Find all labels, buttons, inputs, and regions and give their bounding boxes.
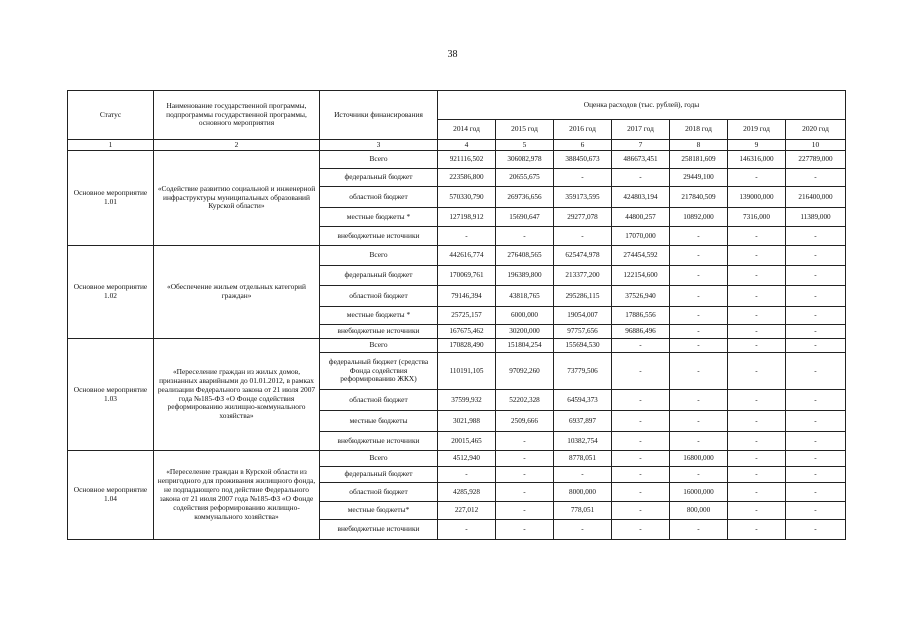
budget-table xyxy=(67,90,846,540)
status-cell: Основное мероприятие 1.03 xyxy=(68,339,154,451)
value-cell: - xyxy=(728,169,786,187)
status-cell: Основное мероприятие 1.04 xyxy=(68,451,154,540)
value-cell: - xyxy=(786,307,846,325)
value-cell: - xyxy=(786,286,846,307)
value-cell: 424803,194 xyxy=(612,187,670,208)
value-cell: 20655,675 xyxy=(496,169,554,187)
value-cell: 17070,000 xyxy=(612,227,670,246)
value-cell: - xyxy=(728,227,786,246)
value-cell: - xyxy=(786,467,846,483)
value-cell: 800,000 xyxy=(670,502,728,520)
value-cell: - xyxy=(496,227,554,246)
value-cell: 388450,673 xyxy=(554,151,612,169)
value-cell: - xyxy=(786,266,846,286)
value-cell: - xyxy=(786,520,846,540)
value-cell: 16000,000 xyxy=(670,483,728,502)
column-number: 7 xyxy=(612,140,670,151)
value-cell: - xyxy=(728,307,786,325)
value-cell: 4285,928 xyxy=(438,483,496,502)
value-cell: - xyxy=(728,325,786,339)
value-cell: 29449,100 xyxy=(670,169,728,187)
value-cell: - xyxy=(728,411,786,432)
header-row xyxy=(68,91,846,120)
value-cell: 167675,462 xyxy=(438,325,496,339)
column-number: 4 xyxy=(438,140,496,151)
value-cell: 37526,940 xyxy=(612,286,670,307)
value-cell: - xyxy=(786,227,846,246)
value-cell: 20015,465 xyxy=(438,432,496,451)
value-cell: 213377,200 xyxy=(554,266,612,286)
value-cell: 11389,000 xyxy=(786,208,846,227)
table-row xyxy=(68,451,846,467)
column-numbers-row xyxy=(68,140,846,151)
column-number: 8 xyxy=(670,140,728,151)
measure-name-cell: «Содействие развитию социальной и инженерной инфраструктуры муниципальных образований Курской области» xyxy=(154,151,320,246)
value-cell: - xyxy=(728,339,786,353)
column-number: 9 xyxy=(728,140,786,151)
value-cell: 216400,000 xyxy=(786,187,846,208)
value-cell: 30200,000 xyxy=(496,325,554,339)
header-year: 2018 год xyxy=(670,120,728,140)
value-cell: - xyxy=(670,467,728,483)
value-cell: 276408,565 xyxy=(496,246,554,266)
header-name: Наименование государственной программы, подпрограммы государственной программы, основного мероприятия xyxy=(154,91,320,140)
value-cell: - xyxy=(728,502,786,520)
header-estimate: Оценка расходов (тыс. рублей), годы xyxy=(438,91,846,120)
column-number: 1 xyxy=(68,140,154,151)
source-cell: Всего xyxy=(320,339,438,353)
value-cell: 258181,609 xyxy=(670,151,728,169)
value-cell: 64594,373 xyxy=(554,390,612,411)
value-cell: - xyxy=(670,266,728,286)
value-cell: 295286,115 xyxy=(554,286,612,307)
value-cell: 146316,000 xyxy=(728,151,786,169)
value-cell: - xyxy=(786,169,846,187)
source-cell: Всего xyxy=(320,246,438,266)
source-cell: внебюджетные источники xyxy=(320,520,438,540)
value-cell: - xyxy=(612,520,670,540)
value-cell: - xyxy=(786,246,846,266)
value-cell: 217840,509 xyxy=(670,187,728,208)
column-number: 5 xyxy=(496,140,554,151)
value-cell: 6937,897 xyxy=(554,411,612,432)
value-cell: - xyxy=(496,451,554,467)
value-cell: - xyxy=(670,411,728,432)
value-cell: - xyxy=(786,339,846,353)
value-cell: - xyxy=(670,227,728,246)
column-number: 6 xyxy=(554,140,612,151)
value-cell: 29277,078 xyxy=(554,208,612,227)
value-cell: 223586,800 xyxy=(438,169,496,187)
value-cell: 151804,254 xyxy=(496,339,554,353)
header-status: Статус xyxy=(68,91,154,140)
source-cell: Всего xyxy=(320,151,438,169)
value-cell: - xyxy=(786,390,846,411)
value-cell: 3021,988 xyxy=(438,411,496,432)
value-cell: 139000,000 xyxy=(728,187,786,208)
value-cell: 921116,502 xyxy=(438,151,496,169)
value-cell: 155694,530 xyxy=(554,339,612,353)
source-cell: федеральный бюджет xyxy=(320,266,438,286)
value-cell: 170069,761 xyxy=(438,266,496,286)
value-cell: - xyxy=(612,339,670,353)
value-cell: - xyxy=(670,432,728,451)
value-cell: 10382,754 xyxy=(554,432,612,451)
value-cell: 269736,656 xyxy=(496,187,554,208)
header-year: 2020 год xyxy=(786,120,846,140)
value-cell: 6000,000 xyxy=(496,307,554,325)
measure-name-cell: «Обеспечение жильем отдельных категорий граждан» xyxy=(154,246,320,339)
value-cell: - xyxy=(612,451,670,467)
value-cell: - xyxy=(728,246,786,266)
source-cell: местные бюджеты * xyxy=(320,208,438,227)
value-cell: 79146,394 xyxy=(438,286,496,307)
value-cell: 17886,556 xyxy=(612,307,670,325)
source-cell: федеральный бюджет xyxy=(320,467,438,483)
value-cell: - xyxy=(438,227,496,246)
value-cell: - xyxy=(612,432,670,451)
column-number: 10 xyxy=(786,140,846,151)
value-cell: 10892,000 xyxy=(670,208,728,227)
value-cell: 227789,000 xyxy=(786,151,846,169)
value-cell: 2509,666 xyxy=(496,411,554,432)
value-cell: 37599,932 xyxy=(438,390,496,411)
column-number: 3 xyxy=(320,140,438,151)
value-cell: - xyxy=(786,483,846,502)
value-cell: - xyxy=(728,353,786,390)
value-cell: - xyxy=(554,467,612,483)
value-cell: - xyxy=(438,520,496,540)
value-cell: - xyxy=(612,467,670,483)
value-cell: - xyxy=(728,432,786,451)
value-cell: - xyxy=(786,451,846,467)
value-cell: 16800,000 xyxy=(670,451,728,467)
value-cell: - xyxy=(786,353,846,390)
measure-name-cell: «Переселение граждан в Курской области из непригодного для проживания жилищного фонда, не подпадающего под действие Федерального закона от 21 июля 2007 года №185-ФЗ «О Фонде содействия реформированию жилищно-коммунального хозяйства» xyxy=(154,451,320,540)
header-year: 2015 год xyxy=(496,120,554,140)
value-cell: 97757,656 xyxy=(554,325,612,339)
header-year: 2017 год xyxy=(612,120,670,140)
value-cell: - xyxy=(786,411,846,432)
value-cell: - xyxy=(612,502,670,520)
value-cell: - xyxy=(670,246,728,266)
value-cell: - xyxy=(670,520,728,540)
value-cell: - xyxy=(728,390,786,411)
source-cell: федеральный бюджет (средства Фонда содействия реформированию ЖКХ) xyxy=(320,353,438,390)
value-cell: - xyxy=(728,266,786,286)
value-cell: - xyxy=(496,467,554,483)
source-cell: местные бюджеты * xyxy=(320,307,438,325)
value-cell: 570330,790 xyxy=(438,187,496,208)
source-cell: областной бюджет xyxy=(320,390,438,411)
value-cell: - xyxy=(670,325,728,339)
value-cell: - xyxy=(612,411,670,432)
value-cell: 7316,000 xyxy=(728,208,786,227)
page-number: 38 xyxy=(447,49,458,60)
table-row xyxy=(68,339,846,353)
value-cell: 625474,978 xyxy=(554,246,612,266)
source-cell: внебюджетные источники xyxy=(320,227,438,246)
value-cell: 274454,592 xyxy=(612,246,670,266)
value-cell: 359173,595 xyxy=(554,187,612,208)
value-cell: 43818,765 xyxy=(496,286,554,307)
header-year: 2019 год xyxy=(728,120,786,140)
value-cell: - xyxy=(612,169,670,187)
value-cell: 4512,940 xyxy=(438,451,496,467)
value-cell: - xyxy=(438,467,496,483)
value-cell: - xyxy=(670,286,728,307)
value-cell: - xyxy=(496,520,554,540)
value-cell: 170828,490 xyxy=(438,339,496,353)
value-cell: 122154,600 xyxy=(612,266,670,286)
source-cell: федеральный бюджет xyxy=(320,169,438,187)
source-cell: внебюджетные источники xyxy=(320,432,438,451)
value-cell: 15690,647 xyxy=(496,208,554,227)
value-cell: 52202,328 xyxy=(496,390,554,411)
value-cell: - xyxy=(496,483,554,502)
value-cell: - xyxy=(728,467,786,483)
value-cell: 196389,800 xyxy=(496,266,554,286)
value-cell: 306082,978 xyxy=(496,151,554,169)
status-cell: Основное мероприятие 1.02 xyxy=(68,246,154,339)
value-cell: - xyxy=(670,339,728,353)
value-cell: - xyxy=(786,325,846,339)
value-cell: - xyxy=(728,483,786,502)
table-row xyxy=(68,151,846,169)
value-cell: - xyxy=(496,432,554,451)
value-cell: - xyxy=(728,286,786,307)
value-cell: - xyxy=(728,451,786,467)
value-cell: 227,012 xyxy=(438,502,496,520)
header-sources: Источники финансирования xyxy=(320,91,438,140)
table-body xyxy=(68,91,846,540)
value-cell: 8000,000 xyxy=(554,483,612,502)
value-cell: - xyxy=(786,432,846,451)
value-cell: 44800,257 xyxy=(612,208,670,227)
source-cell: местные бюджеты xyxy=(320,411,438,432)
table-row xyxy=(68,246,846,266)
value-cell: - xyxy=(612,353,670,390)
source-cell: местные бюджеты* xyxy=(320,502,438,520)
value-cell: - xyxy=(612,483,670,502)
value-cell: 73779,506 xyxy=(554,353,612,390)
value-cell: - xyxy=(670,390,728,411)
value-cell: - xyxy=(554,227,612,246)
source-cell: областной бюджет xyxy=(320,187,438,208)
value-cell: 442616,774 xyxy=(438,246,496,266)
value-cell: 486673,451 xyxy=(612,151,670,169)
value-cell: - xyxy=(554,520,612,540)
measure-name-cell: «Переселение граждан из жилых домов, признанных аварийными до 01.01.2012, в рамках реализации Федерального закона от 21 июля 2007 года №185-ФЗ «О Фонде содействия реформированию жилищно-коммунального хозяйства» xyxy=(154,339,320,451)
value-cell: - xyxy=(728,520,786,540)
status-cell: Основное мероприятие 1.01 xyxy=(68,151,154,246)
header-year: 2014 год xyxy=(438,120,496,140)
value-cell: 778,051 xyxy=(554,502,612,520)
value-cell: 19054,007 xyxy=(554,307,612,325)
source-cell: областной бюджет xyxy=(320,286,438,307)
value-cell: - xyxy=(786,502,846,520)
value-cell: - xyxy=(670,307,728,325)
source-cell: областной бюджет xyxy=(320,483,438,502)
value-cell: - xyxy=(670,353,728,390)
column-number: 2 xyxy=(154,140,320,151)
value-cell: - xyxy=(496,502,554,520)
value-cell: - xyxy=(612,390,670,411)
value-cell: - xyxy=(554,169,612,187)
value-cell: 127198,912 xyxy=(438,208,496,227)
value-cell: 110191,105 xyxy=(438,353,496,390)
header-year: 2016 год xyxy=(554,120,612,140)
value-cell: 8778,051 xyxy=(554,451,612,467)
value-cell: 96886,496 xyxy=(612,325,670,339)
value-cell: 97092,260 xyxy=(496,353,554,390)
source-cell: внебюджетные источники xyxy=(320,325,438,339)
source-cell: Всего xyxy=(320,451,438,467)
value-cell: 25725,157 xyxy=(438,307,496,325)
